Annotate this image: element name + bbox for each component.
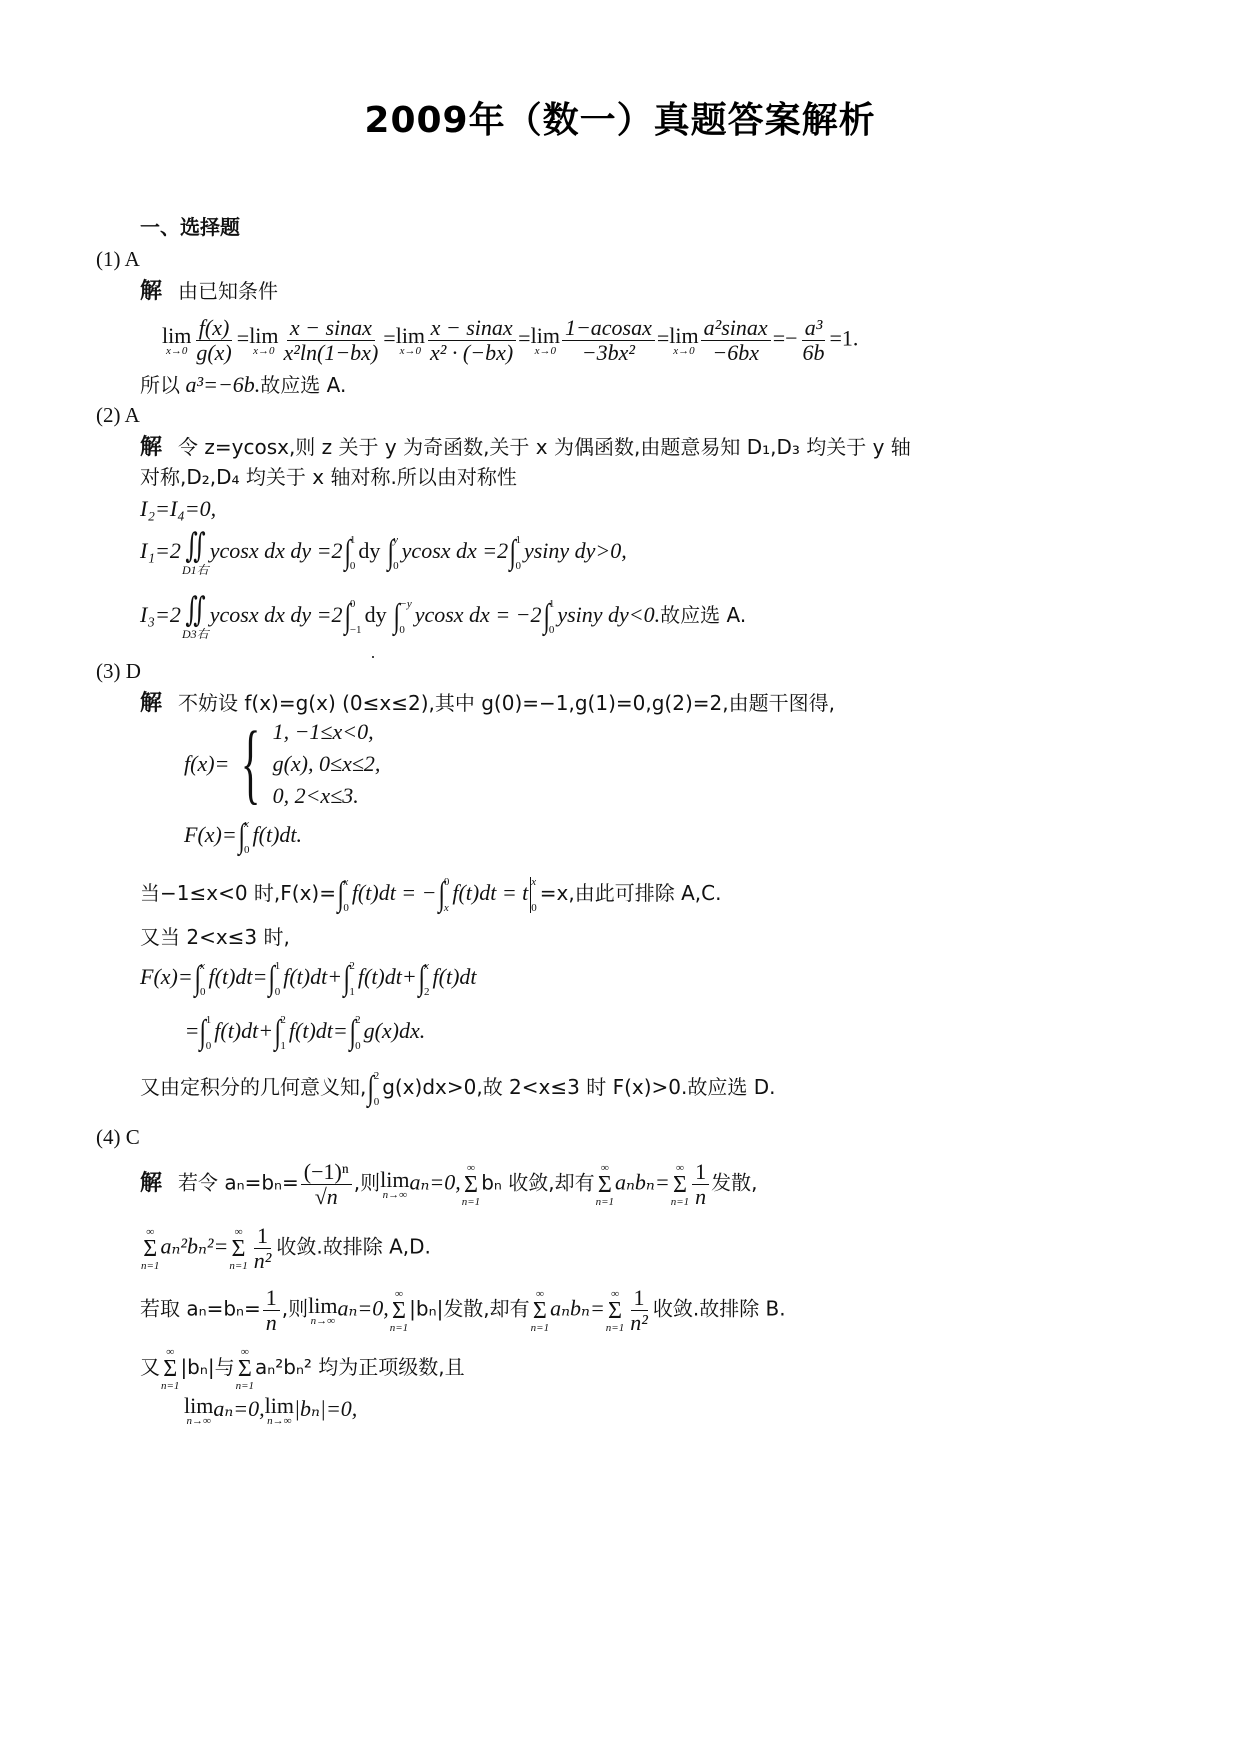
question-2-I3: I₃=2 ∬ D3右 ycosx dx dy =2 ∫ 0 −1 dy ∫ −y 0 ycosx dx = −2 ∫ 1 0 ysiny dy<0.故应选 A. [140, 592, 747, 641]
scan-speck [372, 656, 374, 658]
section-heading: 一、选择题 [140, 215, 240, 239]
question-2-line-3: I₂=I₄=0, [140, 496, 217, 521]
question-3-Fx-def: F(x)= ∫ x 0 f(t)dt. [184, 818, 303, 856]
question-3-conclusion: 又由定积分的几何意义知, ∫ 2 0 g(x)dx>0,故 2<x≤3 时 F(x)>0.故应选 D. [140, 1070, 776, 1108]
question-2-line-1: 解 令 z=ycosx,则 z 关于 y 为奇函数,关于 x 为偶函数,由题意易知 D₁,D₃ 均关于 y 轴 [140, 435, 911, 460]
question-2-line-2: 对称,D₂,D₄ 均关于 x 轴对称.所以由对称性 [140, 465, 517, 489]
question-1-equation: lim x→0 $\frac{f(x)}{g(x)}$ = lim x→0 $\frac{\text{x − sinax}}{\text{x²ln(1−bx)}}$ = lim x→0 $\frac{\text{x − sinax}}{\text{x² · (−bx)}}$ = lim x→0 $\frac{\text{1−acosax}}{\text{−3bx²}}$ = lim x→0 $\frac{\text{a²sinax}}{-6bx}$ =− $\frac{\text{a³}}{6b}$ =1. [162, 315, 859, 365]
solution-keyword: 解 [140, 279, 163, 304]
question-3-F-expansion-2: = ∫ 1 0 f(t)dt+ ∫ 2 1 f(t)dt= ∫ 2 0 g(x)dx. [186, 1014, 426, 1052]
question-3-case-neg: 当−1≤x<0 时,F(x)= ∫ x 0 f(t)dt = − ∫ 0 x f(t)dt = t x 0 =x,由此可排除 A,C. [140, 876, 722, 914]
question-1-conclusion: 所以 a³=−6b.故应选 A. [140, 372, 347, 397]
solution-keyword: 解 [140, 691, 163, 716]
limit-operator: lim x→0 [162, 322, 192, 357]
question-1-label: (1) A [96, 247, 140, 271]
solution-keyword: 解 [140, 435, 163, 460]
solution-keyword: 解 [140, 1170, 163, 1196]
question-1-intro: 解 由已知条件 [140, 279, 279, 304]
left-brace: { [241, 714, 261, 813]
question-2-label: (2) A [96, 403, 140, 427]
page-title: 2009年（数一）真题答案解析 [364, 100, 876, 141]
question-3-piecewise: f(x)= { 1, −1≤x<0, g(x), 0≤x≤2, 0, 2<x≤3. [184, 714, 381, 813]
question-4-line-1: 解 若令 aₙ=bₙ= $\frac{\text{(−1)ⁿ}}{√n}$ ,则 lim n→∞ aₙ=0, ∞ Σ n=1 bₙ 收敛,却有 ∞ Σ n=1 aₙbₙ= ∞ Σ n=1 $\frac{1}{n}$ 发散, [140, 1159, 758, 1209]
question-2-I1: I₁=2 ∬ D1右 ycosx dx dy =2 ∫ 1 0 dy ∫ y 0 ycosx dx =2 ∫ 1 0 ysiny dy>0, [140, 528, 627, 577]
question-3-line-1: 解 不妨设 f(x)=g(x) (0≤x≤2),其中 g(0)=−1,g(1)=0,g(2)=2,由题干图得, [140, 691, 835, 716]
evaluation-bar [530, 877, 531, 913]
question-3-F-expansion-1: F(x)= ∫ x 0 f(t)dt= ∫ 1 0 f(t)dt+ ∫ 2 1 f(t)dt+ ∫ x 2 f(t)dt [140, 960, 477, 998]
question-4-line-2: ∞ Σ n=1 aₙ²bₙ²= ∞ Σ n=1 $\frac{1}{\text{n²}}$ 收敛.故排除 A,D. [141, 1223, 431, 1273]
question-4-line-5: lim n→∞ aₙ=0, lim n→∞ |bₙ|=0, [184, 1392, 358, 1427]
question-3-label: (3) D [96, 659, 141, 683]
question-3-case-2-3: 又当 2<x≤3 时, [140, 925, 290, 949]
question-4-line-3: 若取 aₙ=bₙ= $\frac{1}{n}$ ,则 lim n→∞ aₙ=0, ∞ Σ n=1 |bₙ|发散,却有 ∞ Σ n=1 aₙbₙ= ∞ Σ n=1 $\frac{1}{\text{n²}}$ 收敛.故排除 B. [140, 1285, 786, 1335]
question-4-line-4: 又 ∞ Σ n=1 |bₙ|与 ∞ Σ n=1 aₙ²bₙ² 均为正项级数,且 [140, 1346, 465, 1392]
question-4-label: (4) C [96, 1125, 140, 1149]
